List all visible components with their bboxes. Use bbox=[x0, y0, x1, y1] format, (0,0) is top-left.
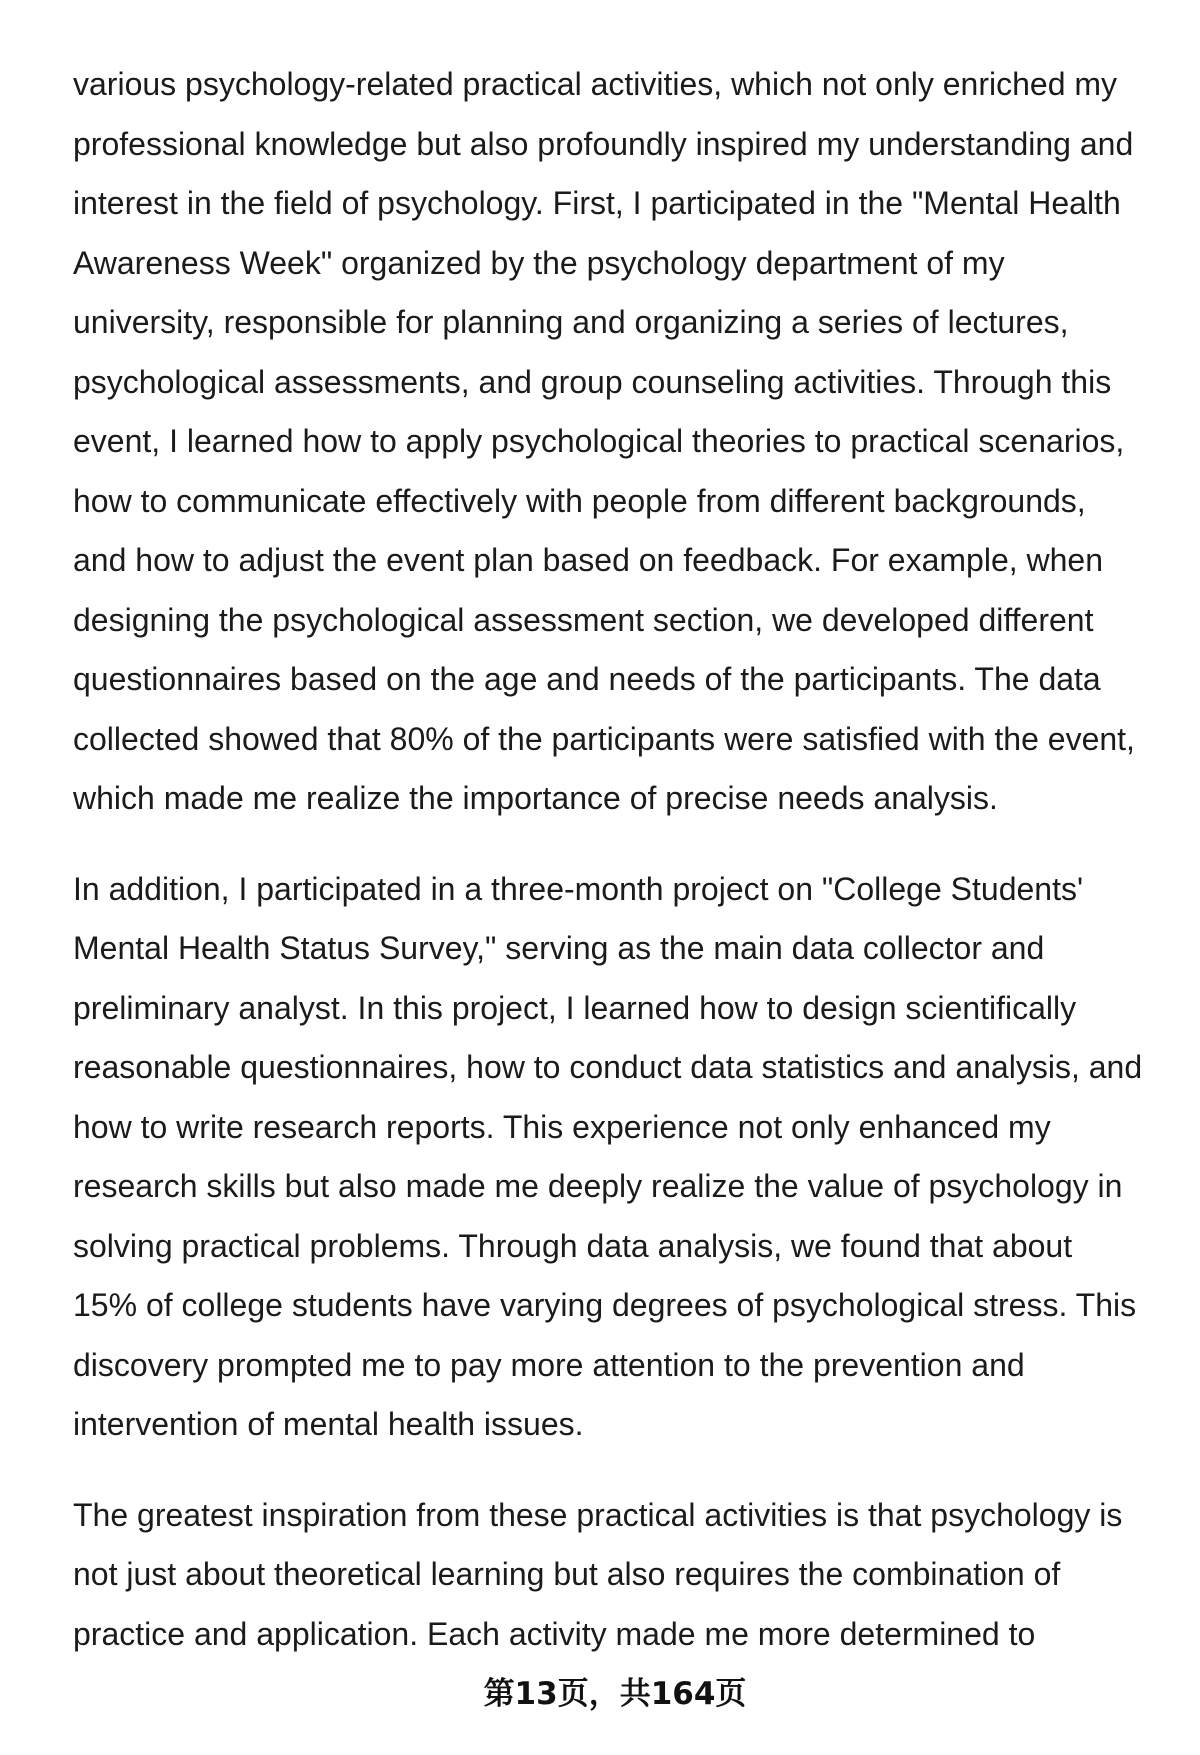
text-line: not just about theoretical learning but also requires the combination of bbox=[73, 1556, 1061, 1592]
text-line: solving practical problems. Through data analysis, we found that about bbox=[73, 1227, 1073, 1264]
text-line: Awareness Week" organized by the psychology department of my bbox=[73, 244, 1005, 281]
text-line: professional knowledge but also profoundly inspired my understanding and bbox=[73, 125, 1134, 162]
text-line: practice and application. Each activity made me more determined to bbox=[73, 1615, 1036, 1652]
body-paragraph bbox=[73, 860, 1160, 1455]
text-line: psychological assessments, and group counseling activities. Through this bbox=[73, 363, 1112, 400]
body-paragraph bbox=[73, 55, 1160, 829]
text-line: university, responsible for planning and organizing a series of lectures, bbox=[73, 304, 1069, 340]
text-line: designing the psychological assessment section, we developed different bbox=[73, 601, 1094, 638]
text-line: how to communicate effectively with people from different backgrounds, bbox=[73, 482, 1086, 519]
text-line: intervention of mental health issues. bbox=[73, 1406, 584, 1442]
text-line: event, I learned how to apply psychological theories to practical scenarios, bbox=[73, 423, 1125, 459]
text-line: reasonable questionnaires, how to conduct data statistics and analysis, and bbox=[73, 1049, 1143, 1085]
text-line: 15% of college students have varying degrees of psychological stress. This bbox=[73, 1287, 1137, 1323]
text-line: and how to adjust the event plan based on feedback. For example, when bbox=[73, 542, 1104, 578]
body-paragraph bbox=[73, 1486, 1160, 1665]
text-line: In addition, I participated in a three-month project on "College Students' bbox=[73, 870, 1084, 907]
text-line: questionnaires based on the age and needs of the participants. The data bbox=[73, 661, 1101, 697]
text-line: interest in the field of psychology. First, I participated in the "Mental Health bbox=[73, 185, 1121, 221]
page-footer: 第13页，共164页 bbox=[483, 1676, 747, 1712]
text-line: Mental Health Status Survey," serving as the main data collector and bbox=[73, 930, 1045, 966]
text-line: various psychology-related practical activities, which not only enriched my bbox=[73, 66, 1118, 102]
text-line: research skills but also made me deeply realize the value of psychology in bbox=[73, 1168, 1123, 1204]
text-line: preliminary analyst. In this project, I learned how to design scientifically bbox=[73, 989, 1077, 1026]
text-line: discovery prompted me to pay more attention to the prevention and bbox=[73, 1346, 1025, 1383]
text-line: The greatest inspiration from these practical activities is that psychology is bbox=[73, 1496, 1123, 1533]
text-line: collected showed that 80% of the participants were satisfied with the event, bbox=[73, 720, 1135, 757]
text-line: how to write research reports. This experience not only enhanced my bbox=[73, 1108, 1051, 1145]
text-line: which made me realize the importance of precise needs analysis. bbox=[73, 780, 998, 816]
